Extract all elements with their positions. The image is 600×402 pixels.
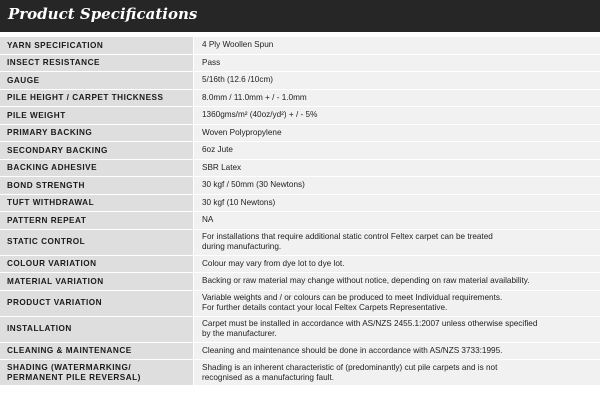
spec-label: GAUGE [0,72,194,89]
spec-value: 30 kgf (10 Newtons) [194,195,600,212]
table-row [0,291,600,317]
spec-label: STATIC CONTROL [0,230,194,255]
spec-value: 5/16th (12.6 /10cm) [194,72,600,89]
table-row [0,212,600,230]
spec-label: PATTERN REPEAT [0,212,194,229]
spec-table [0,37,600,386]
table-row [0,230,600,256]
table-row [0,343,600,361]
spec-label: YARN SPECIFICATION [0,37,194,54]
spec-label: MATERIAL VARIATION [0,273,194,290]
spec-value: Cleaning and maintenance should be done in accordance with AS/NZS 3733:1995. [194,343,600,360]
spec-label: CLEANING & MAINTENANCE [0,343,194,360]
header-bar [0,0,600,32]
table-row [0,360,600,386]
spec-value: Woven Polypropylene [194,125,600,142]
table-row [0,177,600,195]
spec-label: COLOUR VARIATION [0,256,194,273]
spec-label: SECONDARY BACKING [0,142,194,159]
table-row [0,125,600,143]
spec-label: TUFT WITHDRAWAL [0,195,194,212]
table-row [0,37,600,55]
spec-value: Colour may vary from dye lot to dye lot. [194,256,600,273]
spec-label: PRIMARY BACKING [0,125,194,142]
table-row [0,142,600,160]
spec-label: SHADING (WATERMARKING/ PERMANENT PILE REVERSAL) [0,360,194,385]
spec-label: BACKING ADHESIVE [0,160,194,177]
table-row [0,72,600,90]
table-row [0,55,600,73]
table-row [0,107,600,125]
spec-value: 4 Ply Woollen Spun [194,37,600,54]
table-row [0,273,600,291]
spec-value: Carpet must be installed in accordance with AS/NZS 2455.1:2007 unless otherwise specified by the manufacturer. [194,317,600,342]
spec-value: Shading is an inherent characteristic of (predominantly) cut pile carpets and is not recognised as a manufacturing fault. [194,360,600,385]
spec-value: 8.0mm / 11.0mm + / - 1.0mm [194,90,600,107]
spec-value: 6oz Jute [194,142,600,159]
spec-value: Variable weights and / or colours can be produced to meet Individual requirements. For further details contact your local Feltex Carpets Representative. [194,291,600,316]
page-title: Product Specifications [8,5,198,23]
table-row [0,317,600,343]
spec-value: For installations that require additional static control Feltex carpet can be treated during manufacturing. [194,230,600,255]
spec-label: INSECT RESISTANCE [0,55,194,72]
spec-value: SBR Latex [194,160,600,177]
spec-value: 1360gms/m² (40oz/yd²) + / - 5% [194,107,600,124]
spec-label: PILE HEIGHT / CARPET THICKNESS [0,90,194,107]
spec-value: NA [194,212,600,229]
spec-value: Pass [194,55,600,72]
table-row [0,90,600,108]
spec-label: PRODUCT VARIATION [0,291,194,316]
table-row [0,195,600,213]
spec-label: PILE WEIGHT [0,107,194,124]
table-row [0,160,600,178]
spec-value: Backing or raw material may change without notice, depending on raw material availability. [194,273,600,290]
spec-value: 30 kgf / 50mm (30 Newtons) [194,177,600,194]
table-row [0,256,600,274]
spec-label: BOND STRENGTH [0,177,194,194]
spec-label: INSTALLATION [0,317,194,342]
